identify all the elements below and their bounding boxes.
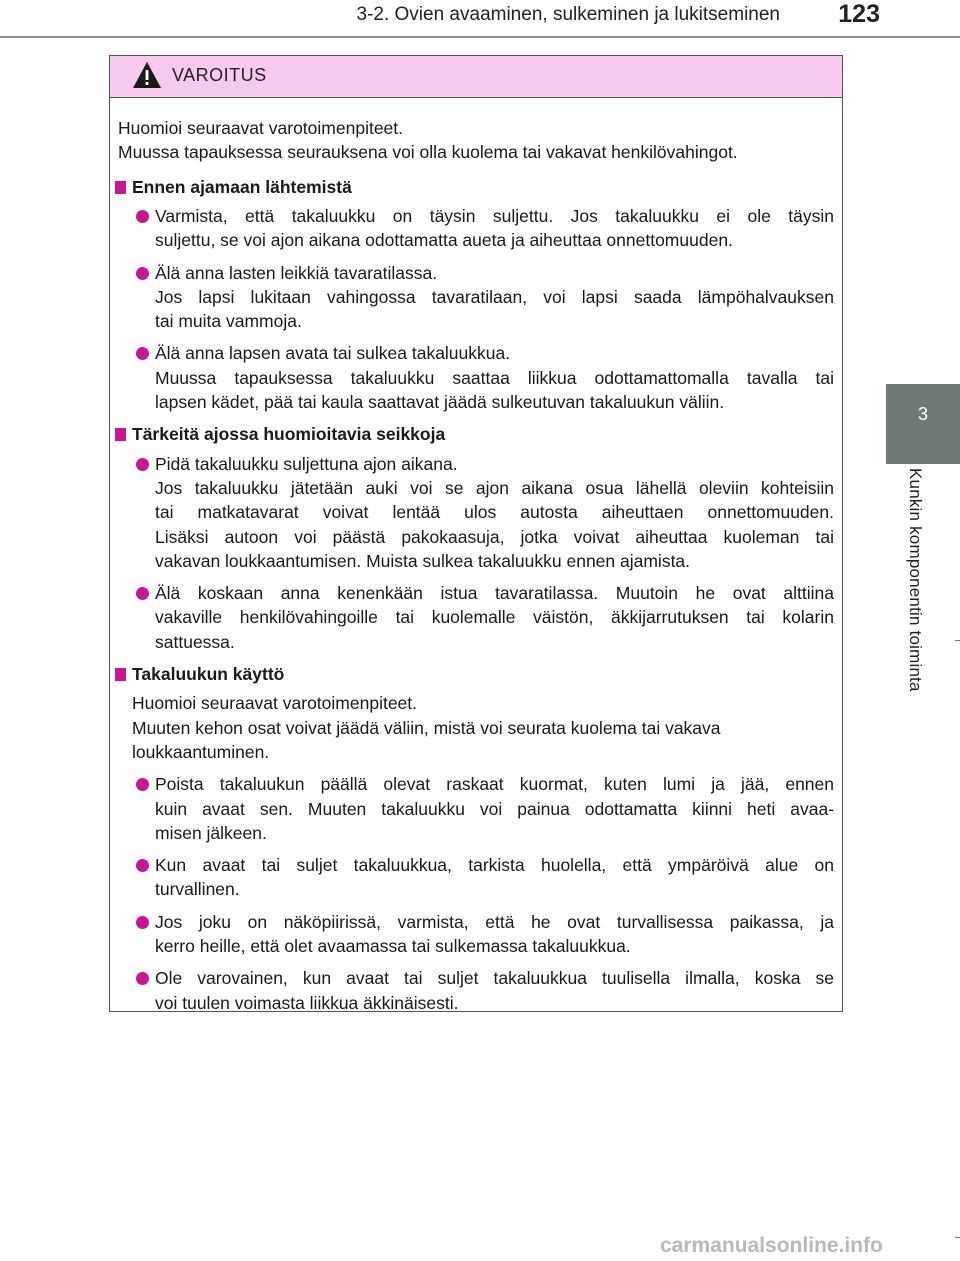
section-heading: Tärkeitä ajossa huomioitavia seikkoja	[132, 424, 446, 445]
item-text-line: Lisäksi autoon voi päästä pakokaasuja, jotka voivat aiheuttaa kuoleman tai	[155, 526, 834, 547]
watermark: carmanualsonline.info	[660, 1234, 883, 1257]
item-round-bullet	[136, 778, 149, 791]
item-text-line: Pidä takaluukku suljettuna ajon aikana.	[155, 453, 458, 474]
side-tick-mark	[955, 1237, 960, 1238]
item-text-line: turvallinen.	[155, 879, 240, 900]
item-text-line: tai matkatavarat voivat lentää ulos autosta aiheuttaen onnettomuuden.	[155, 502, 834, 523]
item-text-line: Poista takaluukun päällä olevat raskaat kuormat, kuten lumi ja jää, ennen	[155, 774, 834, 795]
item-round-bullet	[136, 859, 149, 872]
item-text-line: Älä anna lasten leikkiä tavaratilassa.	[155, 262, 438, 283]
item-text-line: Varmista, että takaluukku on täysin suljettu. Jos takaluukku ei ole täysin	[155, 205, 834, 226]
item-text-line: Älä anna lapsen avata tai sulkea takaluukkua.	[155, 343, 511, 364]
item-text-line: Ole varovainen, kun avaat tai suljet takaluukkua tuulisella ilmalla, koska se	[155, 968, 834, 989]
section-square-bullet	[115, 668, 126, 681]
item-text-line: lapsen kädet, pää tai kaula saattavat jäädä sulkeutuvan takaluukun väliin.	[155, 392, 725, 412]
warning-intro-line: Huomioi seuraavat varotoimenpiteet.	[118, 118, 404, 138]
item-text-line: vakaville henkilövahingoille tai kuolemalle väistön, äkkijarrutuksen tai kolarin	[155, 607, 834, 628]
warning-triangle-icon	[132, 61, 162, 89]
chapter-number: 3	[917, 404, 928, 424]
item-text-line: Muussa tapauksessa takaluukku saattaa liikkua odottamattomalla tavalla tai	[155, 367, 834, 388]
section-heading: Takaluukun käyttö	[132, 664, 285, 684]
warning-box	[109, 55, 843, 1012]
item-text-line: Kun avaat tai suljet takaluukkua, tarkista huolella, että ympäröivä alue on	[155, 855, 834, 876]
item-round-bullet	[136, 587, 149, 600]
item-text-line: Jos lapsi lukitaan vahingossa tavaratilaan, voi lapsi saada lämpöhalvauksen	[155, 286, 834, 307]
warning-title: VAROITUS	[172, 65, 267, 85]
header-rule	[0, 36, 960, 38]
section-intro-line: Huomioi seuraavat varotoimenpiteet.	[132, 693, 418, 714]
item-text-line: suljettu, se voi ajon aikana odottamatta aueta ja aiheuttaa onnettomuuden.	[155, 230, 733, 251]
item-text-line: Jos joku on näköpiirissä, varmista, että he ovat turvallisessa paikassa, ja	[155, 911, 834, 932]
item-round-bullet	[136, 347, 149, 360]
item-text-line: vakavan loukkaantumisen. Muista sulkea takaluukku ennen ajamista.	[155, 550, 691, 571]
chapter-tab	[886, 384, 960, 464]
page-number: 123	[838, 0, 880, 28]
section-intro-line: loukkaantuminen.	[132, 741, 270, 762]
item-text-line: kuin avaat sen. Muuten takaluukku voi painua odottamatta kiinni heti avaa-	[155, 798, 834, 819]
item-text-line: tai muita vammoja.	[155, 311, 302, 332]
item-text-line: Jos takaluukku jätetään auki voi se ajon aikana osua lähellä oleviin kohteisiin	[155, 477, 834, 498]
section-square-bullet	[115, 181, 126, 194]
item-round-bullet	[136, 210, 149, 223]
side-tick-mark	[955, 640, 960, 641]
item-text-line: voi tuulen voimasta liikkua äkkinäisesti.	[155, 992, 459, 1013]
item-round-bullet	[136, 916, 149, 929]
item-round-bullet	[136, 458, 149, 471]
section-heading: Ennen ajamaan lähtemistä	[132, 176, 352, 197]
item-round-bullet	[136, 267, 149, 280]
item-text-line: kerro heille, että olet avaamassa tai sulkemassa takaluukkua.	[155, 936, 631, 956]
section-square-bullet	[115, 428, 126, 441]
running-header-title: 3-2. Ovien avaaminen, sulkeminen ja lukitseminen	[356, 4, 780, 25]
warning-header	[110, 56, 842, 98]
warning-intro-line: Muussa tapauksessa seurauksena voi olla kuolema tai vakavat henkilövahingot.	[118, 142, 738, 163]
item-text-line: Älä koskaan anna kenenkään istua tavaratilassa. Muutoin he ovat alttiina	[155, 583, 834, 604]
chapter-label: Kunkin komponentin toiminta	[906, 468, 925, 692]
item-text-line: sattuessa.	[155, 631, 235, 652]
item-text-line: misen jälkeen.	[155, 822, 267, 843]
section-intro-line: Muuten kehon osat voivat jäädä väliin, mistä voi seurata kuolema tai vakava	[132, 717, 721, 738]
item-round-bullet	[136, 972, 149, 985]
